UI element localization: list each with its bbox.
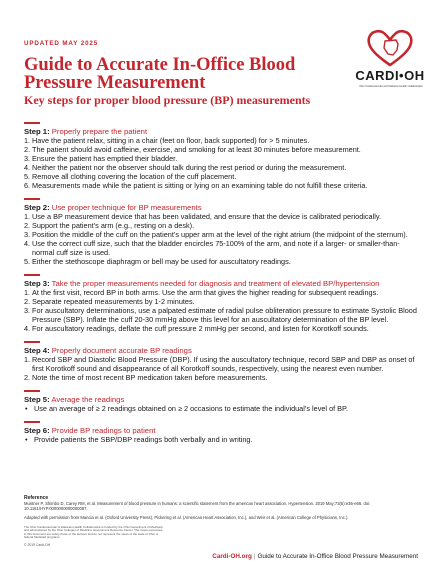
step-label: Step 6: — [24, 425, 50, 435]
item-number: 4. — [24, 239, 31, 248]
list-item — [24, 297, 424, 306]
item-number: 4. — [24, 324, 31, 333]
list-item — [24, 172, 424, 181]
list-item — [24, 145, 424, 154]
step-heading — [24, 346, 424, 355]
item-text: Use an average of ≥ 2 readings obtained on ≥ 2 occasions to estimate the individual’s level of BP. — [34, 404, 348, 413]
item-number: 2. — [24, 221, 31, 230]
step-heading-text: Use proper technique for BP measurements — [51, 202, 202, 212]
item-number: 1. — [24, 288, 31, 297]
list-item — [24, 212, 424, 221]
reference-section — [24, 495, 416, 547]
item-number: 2. — [24, 145, 31, 154]
section-divider — [24, 390, 40, 392]
step-heading-text: Average the readings — [51, 394, 125, 404]
step-heading — [24, 127, 424, 136]
ohio-heart-icon — [364, 28, 416, 68]
footer-separator: | — [253, 553, 256, 560]
adapted-note: Adapted with permission from Mancia et al. (Oxford University Press), Pickering et al. (American Heart Association, Inc.), and Weir et al. (American College of Physicians, Inc.). — [24, 515, 349, 521]
item-number: 1. — [24, 136, 31, 145]
list-item — [24, 230, 424, 239]
section-divider — [24, 421, 40, 423]
updated-date: UPDATED MAY 2025 — [24, 40, 99, 47]
item-text: The patient should avoid caffeine, exercise, and smoking for at least 30 minutes before measurement. — [32, 145, 361, 154]
funding-disclaimer: The Ohio Cardiovascular & Diabetes Health Collaborative is funded by the Ohio Department of Medicaid and administered by the Ohio Colleges of Medicine Government Resource Center. The views expressed in this document are solely those of the authors and do not represent the views of the state of Ohio or federal Medicaid programs. — [24, 524, 163, 540]
item-text: Measurements made while the patient is sitting or lying on an examining table do not fulfill these criteria. — [32, 181, 368, 190]
step-heading-text: Provide BP readings to patient — [51, 425, 156, 435]
step-label: Step 4: — [24, 345, 50, 355]
reference-heading: Reference — [24, 495, 49, 501]
step-section — [24, 341, 424, 382]
list-item — [24, 257, 424, 266]
list-item — [24, 239, 424, 257]
step-heading — [24, 279, 424, 288]
step-section — [24, 122, 424, 190]
section-divider — [24, 198, 40, 200]
step-label: Step 2: — [24, 202, 50, 212]
step-heading — [24, 426, 424, 435]
item-text: Have the patient relax, sitting in a chair (feet on floor, back supported) for > 5 minutes. — [32, 136, 310, 145]
list-item — [24, 435, 424, 444]
copyright: © 2019 Cardi-OH — [24, 542, 51, 547]
item-text: Note the time of most recent BP medication taken before measurements. — [32, 373, 268, 382]
numbered-list — [24, 212, 424, 266]
footer-doc-title: Guide to Accurate In-Office Blood Pressure Measurement — [257, 553, 418, 560]
item-number: 3. — [24, 230, 31, 239]
logo-tagline: Ohio Cardiovascular and Diabetes Health Collaborative — [359, 85, 423, 88]
item-text: Use the correct cuff size, such that the bladder encircles 75-100% of the arm, and note if a larger- or smaller-than-normal cuff size is used. — [32, 239, 400, 257]
cardi-oh-logo — [350, 28, 430, 100]
document-subtitle: Key steps for proper blood pressure (BP) measurements — [24, 93, 311, 107]
item-number: 1. — [24, 212, 31, 221]
list-item — [24, 404, 424, 413]
item-number: 3. — [24, 306, 31, 315]
item-number: 1. — [24, 355, 31, 364]
reference-citation: Muntner P, Shimbo D, Carey RM, et al. Measurement of blood pressure in humans: a scientific statement from the american heart association. Hypertension. 2019 May;73(5):e35-e66. doi: 10.1161/HYP.0000000000000087. — [24, 501, 371, 512]
step-section — [24, 421, 424, 444]
item-text: Support the patient’s arm (e.g., resting on a desk). — [32, 221, 195, 230]
step-heading-text: Properly document accurate BP readings — [51, 345, 192, 355]
item-number: 5. — [24, 172, 31, 181]
list-item — [24, 163, 424, 172]
item-text: At the first visit, record BP in both arms. Use the arm that gives the higher reading for subsequent readings. — [32, 288, 379, 297]
step-section — [24, 198, 424, 266]
bullet-list — [24, 404, 424, 413]
item-text: Remove all clothing covering the location of the cuff placement. — [32, 172, 237, 181]
item-text: Provide patients the SBP/DBP readings both verbally and in writing. — [34, 435, 253, 444]
section-divider — [24, 122, 40, 124]
item-number: 6. — [24, 181, 31, 190]
step-heading — [24, 395, 424, 404]
item-text: Record SBP and Diastolic Blood Pressure (DBP). If using the auscultatory technique, record SBP and DBP as onset of first Korotkoff sound and disappearance of all Korotkoff sounds, respectively, using the nearest even number. — [32, 355, 415, 373]
list-item — [24, 181, 424, 190]
bullet-list — [24, 435, 424, 444]
step-label: Step 5: — [24, 394, 50, 404]
section-divider — [24, 274, 40, 276]
item-text: Separate repeated measurements by 1-2 minutes. — [32, 297, 195, 306]
list-item — [24, 355, 424, 373]
logo-wordmark: CARDI•OH — [355, 68, 425, 83]
bullet-marker: • — [25, 435, 28, 444]
item-number: 4. — [24, 163, 31, 172]
list-item — [24, 288, 424, 297]
list-item — [24, 306, 424, 324]
step-heading-text: Properly prepare the patient — [51, 126, 148, 136]
item-text: For auscultatory readings, deflate the cuff pressure 2 mmHg per second, and listen for Korotkoff sounds. — [32, 324, 369, 333]
item-number: 5. — [24, 257, 31, 266]
list-item — [24, 136, 424, 145]
item-number: 2. — [24, 373, 31, 382]
numbered-list — [24, 288, 424, 333]
item-text: Either the stethoscope diaphragm or bell may be used for auscultatory readings. — [32, 257, 291, 266]
list-item — [24, 154, 424, 163]
step-section — [24, 390, 424, 413]
step-heading-text: Take the proper measurements needed for diagnosis and treatment of elevated BP/hypertension — [51, 278, 380, 288]
item-text: Use a BP measurement device that has been validated, and ensure that the device is calibrated periodically. — [32, 212, 381, 221]
step-section — [24, 274, 424, 333]
footer-site-link[interactable]: Cardi-OH.org — [212, 553, 252, 560]
numbered-list — [24, 355, 424, 382]
item-number: 3. — [24, 154, 31, 163]
section-divider — [24, 341, 40, 343]
step-label: Step 3: — [24, 278, 50, 288]
list-item — [24, 373, 424, 382]
step-heading — [24, 203, 424, 212]
steps-container — [24, 122, 424, 452]
list-item — [24, 324, 424, 333]
list-item — [24, 221, 424, 230]
page-footer — [212, 553, 418, 560]
step-label: Step 1: — [24, 126, 50, 136]
numbered-list — [24, 136, 424, 190]
item-number: 2. — [24, 297, 31, 306]
bullet-marker: • — [25, 404, 28, 413]
document-title: Guide to Accurate In-Office Blood Pressure Measurement — [24, 55, 296, 93]
item-text: Ensure the patient has emptied their bladder. — [32, 154, 178, 163]
item-text: For auscultatory determinations, use a palpated estimate of radial pulse obliteration pressure to estimate Systolic Blood Pressure (SBP). Inflate the cuff 20-30 mmHg above this level for an auscultatory determination of the BP level. — [32, 306, 417, 324]
item-text: Position the middle of the cuff on the patient’s upper arm at the level of the right atrium (the midpoint of the sternum). — [32, 230, 408, 239]
item-text: Neither the patient nor the observer should talk during the rest period or during the measurement. — [32, 163, 347, 172]
